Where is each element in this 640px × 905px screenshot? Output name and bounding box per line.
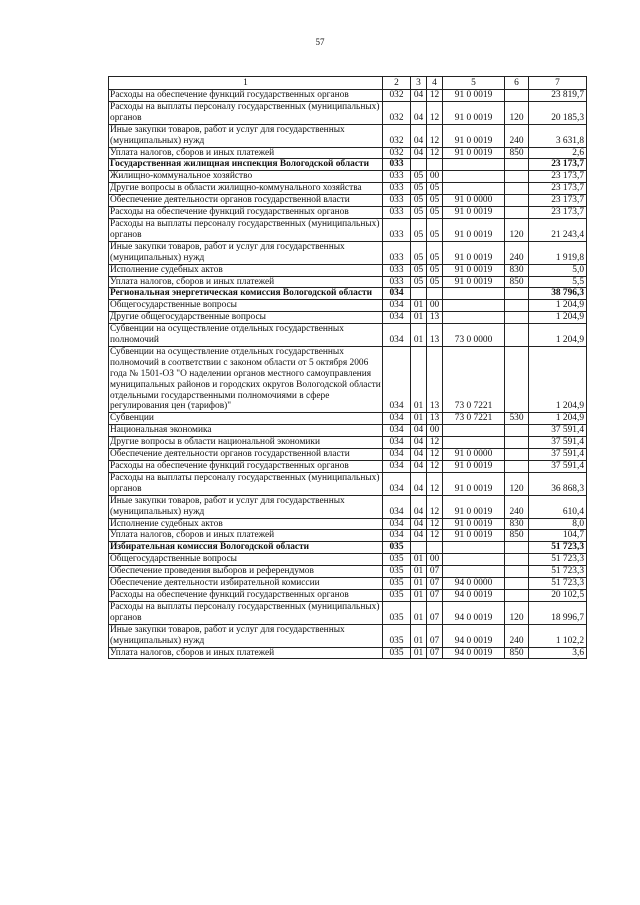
cell-section: 01 <box>411 647 427 659</box>
cell-admin: 035 <box>383 601 411 624</box>
cell-amount: 23 819,7 <box>529 90 587 102</box>
cell-subsection: 07 <box>427 601 443 624</box>
col-header-section: 3 <box>411 77 427 90</box>
cell-amount: 51 723,3 <box>529 542 587 554</box>
cell-expense-type <box>505 90 529 102</box>
cell-amount: 610,4 <box>529 495 587 518</box>
cell-subsection: 12 <box>427 449 443 461</box>
table-row <box>109 101 587 124</box>
cell-expense-type: 850 <box>505 276 529 288</box>
cell-amount: 1 102,2 <box>529 624 587 647</box>
cell-target: 91 0 0019 <box>443 530 505 542</box>
cell-name: Иные закупки товаров, работ и услуг для государственных (муниципальных) нужд <box>109 241 383 264</box>
cell-section: 01 <box>411 346 427 412</box>
cell-amount: 23 173,7 <box>529 183 587 195</box>
table-row <box>109 218 587 241</box>
cell-section: 05 <box>411 207 427 219</box>
cell-amount: 3,6 <box>529 647 587 659</box>
col-header-target: 5 <box>443 77 505 90</box>
cell-subsection: 12 <box>427 495 443 518</box>
header-row <box>109 77 587 90</box>
table-row <box>109 195 587 207</box>
cell-admin: 032 <box>383 124 411 147</box>
cell-target: 91 0 0000 <box>443 195 505 207</box>
cell-admin: 033 <box>383 241 411 264</box>
cell-admin: 034 <box>383 288 411 300</box>
cell-section: 04 <box>411 437 427 449</box>
table-row <box>109 530 587 542</box>
cell-section: 04 <box>411 101 427 124</box>
cell-expense-type <box>505 346 529 412</box>
cell-admin: 035 <box>383 589 411 601</box>
cell-name: Расходы на обеспечение функций государственных органов <box>109 589 383 601</box>
cell-section: 04 <box>411 147 427 159</box>
cell-name: Расходы на обеспечение функций государственных органов <box>109 90 383 102</box>
cell-target <box>443 312 505 324</box>
cell-target: 91 0 0000 <box>443 449 505 461</box>
cell-name: Национальная экономика <box>109 425 383 437</box>
col-header-subsection: 4 <box>427 77 443 90</box>
cell-section <box>411 288 427 300</box>
cell-subsection: 12 <box>427 472 443 495</box>
cell-expense-type <box>505 288 529 300</box>
cell-target: 91 0 0019 <box>443 276 505 288</box>
cell-admin: 034 <box>383 312 411 324</box>
cell-admin: 034 <box>383 346 411 412</box>
table-row <box>109 495 587 518</box>
table-row <box>109 300 587 312</box>
cell-name: Уплата налогов, сборов и иных платежей <box>109 276 383 288</box>
cell-name: Общегосударственные вопросы <box>109 300 383 312</box>
cell-target <box>443 300 505 312</box>
cell-expense-type: 240 <box>505 624 529 647</box>
cell-admin: 033 <box>383 276 411 288</box>
cell-section: 01 <box>411 601 427 624</box>
cell-section: 04 <box>411 461 427 473</box>
cell-section: 01 <box>411 578 427 590</box>
cell-name: Общегосударственные вопросы <box>109 554 383 566</box>
cell-target: 94 0 0000 <box>443 578 505 590</box>
table-row <box>109 578 587 590</box>
table-row <box>109 566 587 578</box>
cell-subsection: 07 <box>427 589 443 601</box>
cell-target: 73 0 7221 <box>443 413 505 425</box>
cell-amount: 51 723,3 <box>529 566 587 578</box>
cell-expense-type: 850 <box>505 530 529 542</box>
cell-section: 05 <box>411 276 427 288</box>
cell-target: 91 0 0019 <box>443 101 505 124</box>
cell-target: 91 0 0019 <box>443 241 505 264</box>
cell-target <box>443 425 505 437</box>
cell-name: Другие вопросы в области национальной экономики <box>109 437 383 449</box>
cell-target <box>443 288 505 300</box>
cell-name: Исполнение судебных актов <box>109 264 383 276</box>
cell-amount: 1 204,9 <box>529 324 587 347</box>
cell-subsection: 07 <box>427 624 443 647</box>
cell-target <box>443 183 505 195</box>
cell-admin: 035 <box>383 624 411 647</box>
cell-name: Иные закупки товаров, работ и услуг для государственных (муниципальных) нужд <box>109 124 383 147</box>
cell-subsection: 12 <box>427 101 443 124</box>
cell-section: 04 <box>411 495 427 518</box>
cell-admin: 032 <box>383 90 411 102</box>
table-row <box>109 124 587 147</box>
cell-expense-type <box>505 554 529 566</box>
cell-admin: 033 <box>383 264 411 276</box>
cell-subsection: 05 <box>427 264 443 276</box>
cell-subsection: 13 <box>427 346 443 412</box>
cell-expense-type: 830 <box>505 264 529 276</box>
table-row <box>109 346 587 412</box>
table-row <box>109 601 587 624</box>
cell-amount: 1 204,9 <box>529 312 587 324</box>
table-row <box>109 472 587 495</box>
cell-section: 04 <box>411 530 427 542</box>
table-row <box>109 449 587 461</box>
cell-admin: 032 <box>383 101 411 124</box>
cell-expense-type: 240 <box>505 495 529 518</box>
table-row <box>109 147 587 159</box>
cell-expense-type <box>505 183 529 195</box>
cell-amount: 51 723,3 <box>529 578 587 590</box>
cell-admin: 034 <box>383 518 411 530</box>
cell-target: 73 0 0000 <box>443 324 505 347</box>
cell-target: 91 0 0019 <box>443 124 505 147</box>
cell-target <box>443 171 505 183</box>
cell-amount: 2,6 <box>529 147 587 159</box>
cell-target: 94 0 0019 <box>443 601 505 624</box>
table-row <box>109 413 587 425</box>
table-row <box>109 276 587 288</box>
cell-admin: 034 <box>383 413 411 425</box>
table-row <box>109 90 587 102</box>
cell-amount: 37 591,4 <box>529 449 587 461</box>
cell-target: 91 0 0019 <box>443 495 505 518</box>
cell-name: Расходы на выплаты персоналу государственных (муниципальных) органов <box>109 218 383 241</box>
cell-name: Региональная энергетическая комиссия Вологодской области <box>109 288 383 300</box>
cell-target: 91 0 0019 <box>443 472 505 495</box>
cell-amount: 37 591,4 <box>529 461 587 473</box>
cell-section: 01 <box>411 554 427 566</box>
cell-section: 04 <box>411 425 427 437</box>
cell-name: Исполнение судебных актов <box>109 518 383 530</box>
cell-name: Избирательная комиссия Вологодской области <box>109 542 383 554</box>
cell-target: 91 0 0019 <box>443 90 505 102</box>
table-row <box>109 241 587 264</box>
cell-subsection: 07 <box>427 566 443 578</box>
cell-target: 91 0 0019 <box>443 264 505 276</box>
cell-expense-type <box>505 578 529 590</box>
cell-expense-type: 850 <box>505 647 529 659</box>
cell-expense-type: 240 <box>505 124 529 147</box>
cell-subsection: 12 <box>427 437 443 449</box>
cell-admin: 035 <box>383 578 411 590</box>
cell-subsection: 07 <box>427 647 443 659</box>
cell-expense-type <box>505 449 529 461</box>
cell-target: 91 0 0019 <box>443 461 505 473</box>
cell-amount: 104,7 <box>529 530 587 542</box>
cell-admin: 033 <box>383 183 411 195</box>
cell-name: Иные закупки товаров, работ и услуг для государственных (муниципальных) нужд <box>109 624 383 647</box>
cell-subsection: 12 <box>427 124 443 147</box>
cell-name: Государственная жилищная инспекция Вологодской области <box>109 159 383 171</box>
cell-amount: 23 173,7 <box>529 171 587 183</box>
cell-amount: 1 204,9 <box>529 346 587 412</box>
cell-expense-type: 120 <box>505 601 529 624</box>
cell-expense-type <box>505 171 529 183</box>
table-row <box>109 288 587 300</box>
cell-subsection: 05 <box>427 195 443 207</box>
cell-admin: 033 <box>383 207 411 219</box>
cell-target: 94 0 0019 <box>443 589 505 601</box>
cell-amount: 23 173,7 <box>529 207 587 219</box>
cell-section: 01 <box>411 413 427 425</box>
cell-admin: 034 <box>383 530 411 542</box>
cell-amount: 21 243,4 <box>529 218 587 241</box>
cell-amount: 8,0 <box>529 518 587 530</box>
cell-section: 04 <box>411 518 427 530</box>
cell-section: 04 <box>411 90 427 102</box>
budget-table <box>108 76 587 659</box>
cell-expense-type: 850 <box>505 147 529 159</box>
cell-admin: 034 <box>383 472 411 495</box>
cell-section: 01 <box>411 566 427 578</box>
cell-expense-type <box>505 195 529 207</box>
cell-target <box>443 159 505 171</box>
page-number: 57 <box>315 37 325 47</box>
cell-expense-type <box>505 461 529 473</box>
cell-expense-type <box>505 159 529 171</box>
cell-subsection: 00 <box>427 300 443 312</box>
cell-amount: 20 102,5 <box>529 589 587 601</box>
cell-name: Жилищно-коммунальное хозяйство <box>109 171 383 183</box>
col-header-admin: 2 <box>383 77 411 90</box>
cell-amount: 1 204,9 <box>529 300 587 312</box>
table-row <box>109 324 587 347</box>
table-row <box>109 554 587 566</box>
cell-admin: 034 <box>383 461 411 473</box>
cell-amount: 37 591,4 <box>529 425 587 437</box>
cell-subsection <box>427 542 443 554</box>
table-row <box>109 542 587 554</box>
cell-name: Расходы на выплаты персоналу государственных (муниципальных) органов <box>109 472 383 495</box>
cell-amount: 38 796,3 <box>529 288 587 300</box>
cell-expense-type: 830 <box>505 518 529 530</box>
col-header-amount: 7 <box>529 77 587 90</box>
table-row <box>109 171 587 183</box>
cell-subsection: 05 <box>427 183 443 195</box>
cell-amount: 1 919,8 <box>529 241 587 264</box>
cell-expense-type: 240 <box>505 241 529 264</box>
cell-admin: 033 <box>383 218 411 241</box>
cell-expense-type <box>505 324 529 347</box>
cell-expense-type <box>505 542 529 554</box>
cell-subsection: 12 <box>427 90 443 102</box>
cell-subsection: 13 <box>427 413 443 425</box>
cell-admin: 034 <box>383 425 411 437</box>
cell-name: Уплата налогов, сборов и иных платежей <box>109 647 383 659</box>
cell-subsection: 05 <box>427 276 443 288</box>
cell-admin: 032 <box>383 147 411 159</box>
cell-section: 01 <box>411 324 427 347</box>
cell-name: Уплата налогов, сборов и иных платежей <box>109 147 383 159</box>
cell-section: 05 <box>411 195 427 207</box>
cell-admin: 034 <box>383 437 411 449</box>
cell-subsection: 00 <box>427 425 443 437</box>
table-row <box>109 624 587 647</box>
cell-amount: 37 591,4 <box>529 437 587 449</box>
cell-admin: 033 <box>383 159 411 171</box>
cell-name: Обеспечение деятельности органов государственной власти <box>109 195 383 207</box>
col-header-name: 1 <box>109 77 383 90</box>
cell-expense-type <box>505 589 529 601</box>
cell-subsection: 05 <box>427 207 443 219</box>
cell-section: 04 <box>411 472 427 495</box>
cell-section: 05 <box>411 241 427 264</box>
cell-target: 94 0 0019 <box>443 647 505 659</box>
cell-amount: 36 868,3 <box>529 472 587 495</box>
table-row <box>109 518 587 530</box>
cell-expense-type: 120 <box>505 101 529 124</box>
cell-name: Субвенции <box>109 413 383 425</box>
cell-target: 91 0 0019 <box>443 518 505 530</box>
cell-subsection: 00 <box>427 554 443 566</box>
cell-subsection: 05 <box>427 218 443 241</box>
cell-name: Иные закупки товаров, работ и услуг для государственных (муниципальных) нужд <box>109 495 383 518</box>
cell-subsection: 07 <box>427 578 443 590</box>
cell-name: Другие общегосударственные вопросы <box>109 312 383 324</box>
cell-section: 04 <box>411 449 427 461</box>
cell-name: Обеспечение деятельности органов государственной власти <box>109 449 383 461</box>
cell-admin: 035 <box>383 554 411 566</box>
cell-name: Другие вопросы в области жилищно-коммунального хозяйства <box>109 183 383 195</box>
cell-amount: 5,0 <box>529 264 587 276</box>
cell-name: Обеспечение проведения выборов и референдумов <box>109 566 383 578</box>
cell-admin: 034 <box>383 324 411 347</box>
cell-amount: 20 185,3 <box>529 101 587 124</box>
cell-name: Уплата налогов, сборов и иных платежей <box>109 530 383 542</box>
cell-expense-type: 120 <box>505 472 529 495</box>
col-header-expense-type: 6 <box>505 77 529 90</box>
cell-subsection: 12 <box>427 461 443 473</box>
cell-amount: 3 631,8 <box>529 124 587 147</box>
cell-target <box>443 542 505 554</box>
cell-subsection: 05 <box>427 241 443 264</box>
cell-section: 05 <box>411 171 427 183</box>
cell-section: 01 <box>411 589 427 601</box>
cell-section: 01 <box>411 624 427 647</box>
cell-section: 01 <box>411 300 427 312</box>
cell-subsection: 12 <box>427 147 443 159</box>
cell-expense-type <box>505 207 529 219</box>
cell-name: Расходы на выплаты персоналу государственных (муниципальных) органов <box>109 101 383 124</box>
cell-target <box>443 566 505 578</box>
table-row <box>109 647 587 659</box>
cell-name: Расходы на обеспечение функций государственных органов <box>109 207 383 219</box>
cell-admin: 034 <box>383 495 411 518</box>
cell-expense-type <box>505 425 529 437</box>
cell-section: 05 <box>411 183 427 195</box>
table-row <box>109 425 587 437</box>
cell-admin: 035 <box>383 647 411 659</box>
cell-amount: 23 173,7 <box>529 159 587 171</box>
cell-target: 94 0 0019 <box>443 624 505 647</box>
cell-section: 04 <box>411 124 427 147</box>
cell-admin: 033 <box>383 195 411 207</box>
cell-expense-type <box>505 312 529 324</box>
cell-subsection <box>427 288 443 300</box>
table-row <box>109 183 587 195</box>
cell-expense-type <box>505 566 529 578</box>
cell-target: 91 0 0019 <box>443 207 505 219</box>
cell-target <box>443 437 505 449</box>
cell-amount: 51 723,3 <box>529 554 587 566</box>
cell-subsection: 00 <box>427 171 443 183</box>
cell-admin: 035 <box>383 566 411 578</box>
cell-expense-type: 530 <box>505 413 529 425</box>
cell-amount: 1 204,9 <box>529 413 587 425</box>
cell-admin: 034 <box>383 300 411 312</box>
cell-admin: 035 <box>383 542 411 554</box>
cell-amount: 23 173,7 <box>529 195 587 207</box>
cell-amount: 5,5 <box>529 276 587 288</box>
cell-name: Субвенции на осуществление отдельных государственных полномочий в соответствии с законом области от 5 октября 2006 года № 1501-ОЗ "О наделении органов местного самоуправления муниципальных районов и городских округов Вологодской области отдельными государственными полномочиями в сфере регулирования цен (тарифов)" <box>110 346 381 412</box>
cell-expense-type <box>505 300 529 312</box>
cell-section <box>411 542 427 554</box>
cell-subsection <box>427 159 443 171</box>
cell-subsection: 13 <box>427 312 443 324</box>
cell-subsection: 12 <box>427 530 443 542</box>
cell-target: 91 0 0019 <box>443 147 505 159</box>
table-row <box>109 437 587 449</box>
table-row <box>109 589 587 601</box>
table-row <box>109 207 587 219</box>
cell-target: 91 0 0019 <box>443 218 505 241</box>
cell-section: 01 <box>411 312 427 324</box>
cell-admin: 034 <box>383 449 411 461</box>
table-row <box>109 461 587 473</box>
table-row <box>109 159 587 171</box>
cell-expense-type <box>505 437 529 449</box>
table-row <box>109 312 587 324</box>
cell-target <box>443 554 505 566</box>
cell-section: 05 <box>411 218 427 241</box>
cell-name: Субвенции на осуществление отдельных государственных полномочий <box>109 324 383 347</box>
cell-name: Обеспечение деятельности избирательной комиссии <box>109 578 383 590</box>
cell-subsection: 13 <box>427 324 443 347</box>
cell-name: Расходы на обеспечение функций государственных органов <box>109 461 383 473</box>
cell-amount: 18 996,7 <box>529 601 587 624</box>
cell-admin: 033 <box>383 171 411 183</box>
cell-name: Расходы на выплаты персоналу государственных (муниципальных) органов <box>109 601 383 624</box>
cell-target: 73 0 7221 <box>443 346 505 412</box>
cell-section: 05 <box>411 264 427 276</box>
cell-expense-type: 120 <box>505 218 529 241</box>
cell-subsection: 12 <box>427 518 443 530</box>
table-row <box>109 264 587 276</box>
cell-section <box>411 159 427 171</box>
